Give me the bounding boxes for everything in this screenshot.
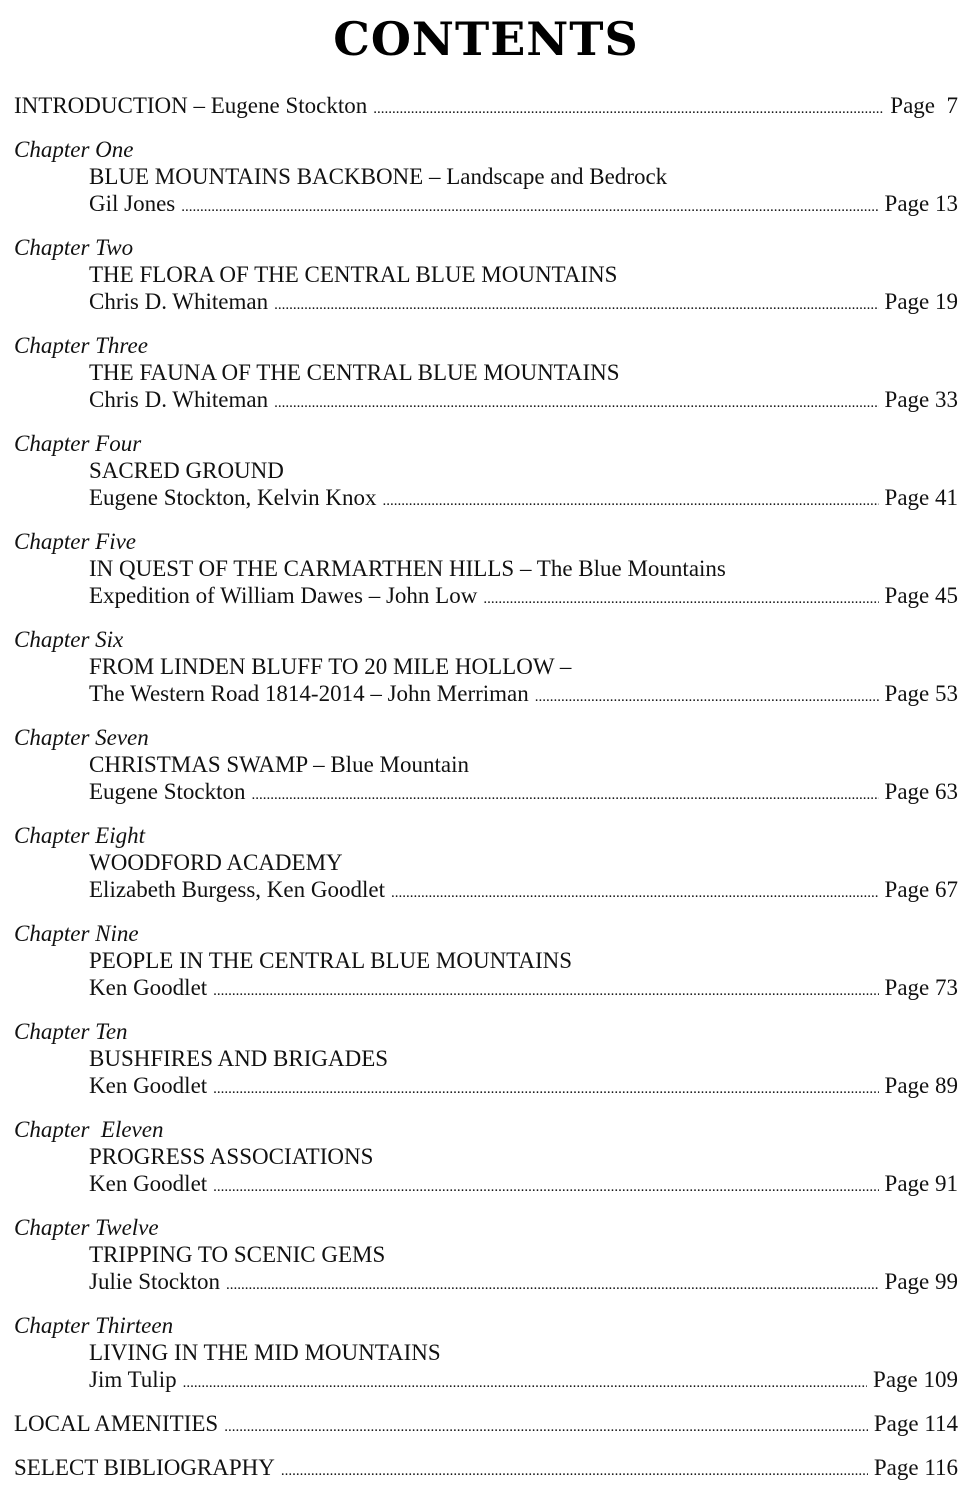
dot-leader (373, 96, 884, 123)
toc-entry-select-bibliography[interactable] (14, 1454, 958, 1485)
toc-entry-chapter-12[interactable] (14, 1214, 958, 1299)
chapter-byline: Gil Jones (89, 191, 176, 216)
chapter-byline: Ken Goodlet (89, 975, 208, 1000)
dot-leader (183, 1370, 867, 1397)
chapter-number: Chapter Three (14, 333, 148, 358)
chapter-byline: The Western Road 1814-2014 – John Merriman (89, 681, 529, 706)
dot-leader (535, 684, 879, 711)
page-number: Page 109 (873, 1367, 958, 1392)
page-number: Page 41 (884, 485, 958, 510)
chapter-number: Chapter Seven (14, 725, 149, 750)
chapter-number: Chapter Five (14, 529, 136, 554)
page-number: Page 89 (884, 1073, 958, 1098)
page-number: Page 63 (884, 779, 958, 804)
page-number: Page 73 (884, 975, 958, 1000)
entry-label: SELECT BIBLIOGRAPHY (14, 1455, 275, 1480)
toc-entry-chapter-9[interactable] (14, 920, 958, 1005)
chapter-number: Chapter Eight (14, 823, 145, 848)
chapter-title: SACRED GROUND (89, 458, 284, 483)
dot-leader (391, 880, 879, 907)
dot-leader (252, 782, 879, 809)
page-number: Page 13 (884, 191, 958, 216)
toc-entry-chapter-4[interactable] (14, 430, 958, 515)
dot-leader (224, 1414, 868, 1441)
page-number: Page 45 (884, 583, 958, 608)
page-number: Page 33 (884, 387, 958, 412)
chapter-byline: Eugene Stockton, Kelvin Knox (89, 485, 377, 510)
dot-leader (274, 292, 878, 319)
chapter-title: TRIPPING TO SCENIC GEMS (89, 1242, 386, 1267)
toc-entry-chapter-10[interactable] (14, 1018, 958, 1103)
chapter-number: Chapter Ten (14, 1019, 128, 1044)
chapter-number: Chapter Twelve (14, 1215, 159, 1240)
chapter-number: Chapter One (14, 137, 134, 162)
dot-leader (274, 390, 878, 417)
toc-entry-local-amenities[interactable] (14, 1410, 958, 1441)
toc-entry-chapter-13[interactable] (14, 1312, 958, 1397)
page-number: Page 99 (884, 1269, 958, 1294)
page-number: Page 114 (873, 1411, 958, 1436)
toc-entry-chapter-3[interactable] (14, 332, 958, 417)
dot-leader (281, 1458, 868, 1485)
chapter-number: Chapter Six (14, 627, 124, 652)
chapter-number: Chapter Eleven (14, 1117, 164, 1142)
chapter-title: IN QUEST OF THE CARMARTHEN HILLS – The Blue Mountains (89, 556, 726, 581)
chapter-number: Chapter Thirteen (14, 1313, 174, 1338)
chapter-byline: Chris D. Whiteman (89, 289, 269, 314)
toc-entry-chapter-5[interactable] (14, 528, 958, 613)
entry-label: INTRODUCTION – Eugene Stockton (14, 93, 368, 118)
dot-leader (213, 978, 878, 1005)
chapter-title: LIVING IN THE MID MOUNTAINS (89, 1340, 441, 1365)
dot-leader (213, 1174, 878, 1201)
chapter-title: PEOPLE IN THE CENTRAL BLUE MOUNTAINS (89, 948, 573, 973)
toc-entry-introduction[interactable] (14, 92, 958, 123)
dot-leader (181, 194, 878, 221)
page-number: Page 67 (884, 877, 958, 902)
page-number: Page 91 (884, 1171, 958, 1196)
table-of-contents (14, 92, 958, 1485)
chapter-byline: Ken Goodlet (89, 1171, 208, 1196)
toc-entry-chapter-8[interactable] (14, 822, 958, 907)
toc-entry-chapter-11[interactable] (14, 1116, 958, 1201)
chapter-title: THE FLORA OF THE CENTRAL BLUE MOUNTAINS (89, 262, 618, 287)
page-number: Page 53 (884, 681, 958, 706)
chapter-number: Chapter Nine (14, 921, 139, 946)
chapter-byline: Eugene Stockton (89, 779, 246, 804)
chapter-title: THE FAUNA OF THE CENTRAL BLUE MOUNTAINS (89, 360, 620, 385)
page-number: Page 19 (884, 289, 958, 314)
toc-entry-chapter-2[interactable] (14, 234, 958, 319)
chapter-number: Chapter Four (14, 431, 142, 456)
chapter-byline: Julie Stockton (89, 1269, 220, 1294)
page-number: Page 7 (890, 93, 958, 118)
chapter-title: FROM LINDEN BLUFF TO 20 MILE HOLLOW – (89, 654, 572, 679)
page-number: Page 116 (873, 1455, 958, 1480)
entry-label: LOCAL AMENITIES (14, 1411, 219, 1436)
dot-leader (226, 1272, 879, 1299)
chapter-byline: Expedition of William Dawes – John Low (89, 583, 478, 608)
chapter-byline: Elizabeth Burgess, Ken Goodlet (89, 877, 385, 902)
chapter-title: WOODFORD ACADEMY (89, 850, 343, 875)
page-title: CONTENTS (333, 12, 639, 66)
toc-entry-chapter-7[interactable] (14, 724, 958, 809)
toc-entry-chapter-6[interactable] (14, 626, 958, 711)
chapter-title: BLUE MOUNTAINS BACKBONE – Landscape and Bedrock (89, 164, 668, 189)
chapter-title: BUSHFIRES AND BRIGADES (89, 1046, 389, 1071)
chapter-byline: Jim Tulip (89, 1367, 177, 1392)
chapter-title: CHRISTMAS SWAMP – Blue Mountain (89, 752, 469, 777)
dot-leader (382, 488, 878, 515)
toc-entry-chapter-1[interactable] (14, 136, 958, 221)
chapter-byline: Chris D. Whiteman (89, 387, 269, 412)
chapter-byline: Ken Goodlet (89, 1073, 208, 1098)
chapter-title: PROGRESS ASSOCIATIONS (89, 1144, 374, 1169)
chapter-number: Chapter Two (14, 235, 134, 260)
dot-leader (483, 586, 878, 613)
dot-leader (213, 1076, 878, 1103)
